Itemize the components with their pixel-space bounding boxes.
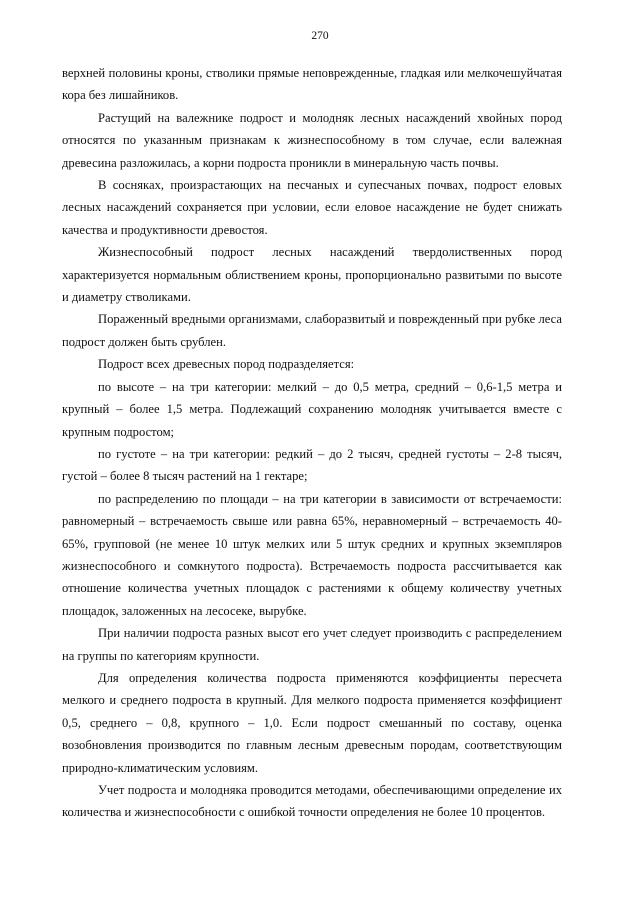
paragraph: Пораженный вредными организмами, слаборазвитый и поврежденный при рубке леса подрост должен быть срублен. — [62, 312, 562, 349]
paragraph: Растущий на валежнике подрост и молодняк лесных насаждений хвойных пород относятся по указанным признакам к жизнеспособному в том случае, если валежная древесина разложилась, а корни подроста проникли в минеральную часть почвы. — [62, 110, 562, 170]
list-paragraph: по распределению по площади – на три категории в зависимости от встречаемости: равномерный – встречаемость свыше или равна 65%, неравномерный – встречаемость 40-65%, групповой (не менее 10 штук мелких или 5 штук средних и крупных экземпляров жизнеспособного и сомкнутого подроста). Встречаемость подроста рассчитывается как отношение количества учетных площадок с растениями к общему количеству учетных площадок, заложенных на лесосеке, вырубке. — [62, 491, 562, 618]
paragraph: Для определения количества подроста применяются коэффициенты пересчета мелкого и среднего подроста в крупный. Для мелкого подроста применяется коэффициент 0,5, среднего – 0,8, крупного – 1,0. Если подрост смешанный по составу, оценка возобновления производится по главным лесным древесным породам, соответствующим природно-климатическим условиям. — [62, 670, 562, 775]
paragraph: Учет подроста и молодняка проводится методами, обеспечивающими определение их количества и жизнеспособности с ошибкой точности определения не более 10 процентов. — [62, 783, 562, 820]
paragraph: При наличии подроста разных высот его учет следует производить с распределением на группы по категориям крупности. — [62, 626, 562, 663]
list-paragraph: по высоте – на три категории: мелкий – до 0,5 метра, средний – 0,6-1,5 метра и крупный – более 1,5 метра. Подлежащий сохранению молодняк учитывается вместе с крупным подростом; — [62, 379, 562, 439]
paragraph: Жизнеспособный подрост лесных насаждений твердолиственных пород характеризуется нормальным облиствением кроны, пропорционально развитыми по высоте и диаметру стволиками. — [62, 245, 562, 305]
page-number: 270 — [311, 30, 329, 42]
paragraph: В сосняках, произрастающих на песчаных и супесчаных почвах, подрост еловых лесных насаждений сохраняется при условии, если еловое насаждение не будет снижать качества и продуктивности древостоя. — [62, 178, 562, 237]
list-paragraph: по густоте – на три категории: редкий – до 2 тысяч, средней густоты – 2-8 тысяч, густой – более 8 тысяч растений на 1 гектаре; — [62, 446, 562, 484]
paragraph-continuation: верхней половины кроны, стволики прямые неповрежденные, гладкая или мелкочешуйчатая кора без лишайников. — [62, 66, 562, 103]
page-body — [62, 62, 562, 824]
paragraph: Подрост всех древесных пород подразделяется: — [98, 357, 355, 372]
